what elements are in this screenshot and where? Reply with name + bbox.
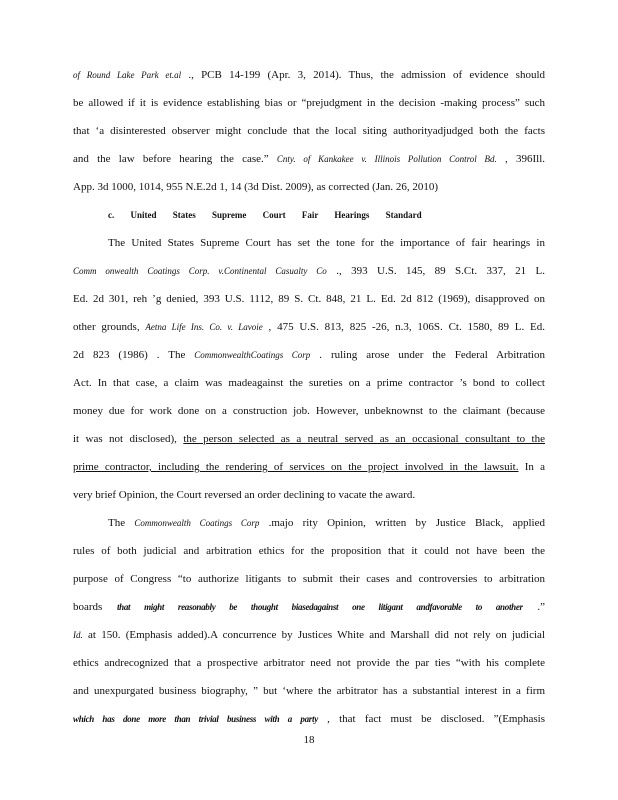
text-line: money due for work done on a construction job. However, unbeknownst to the claimant (because bbox=[73, 405, 545, 417]
case-citation: Commonwealth Coatings Corp bbox=[134, 518, 260, 528]
text-line: very brief Opinion, the Court reversed an order declining to vacate the award. bbox=[73, 489, 416, 501]
emphasized-text: which has done more than trivial business with a party bbox=[73, 714, 318, 724]
section-heading: c. United States Supreme Court Fair Hearings Standard bbox=[108, 210, 422, 220]
text-line: App. 3d 1000, 1014, 955 N.E.2d 1, 14 (3d Dist. 2009), as corrected (Jan. 26, 2010) bbox=[73, 181, 439, 193]
id-citation: Id. bbox=[73, 630, 83, 640]
emphasized-text: that might reasonably be thought biasedagainst one litigant andfavorable to another bbox=[116, 602, 523, 612]
text-line: that ‘a disinterested observer might conclude that the local siting authorityadjudged both the facts bbox=[73, 125, 545, 137]
text-line: and unexpurgated business biography, ” but ‘where the arbitrator has a substantial interest in a firm bbox=[73, 685, 545, 697]
text-line: Act. In that case, a claim was madeagainst the sureties on a prime contractor ’s bond to collect bbox=[73, 377, 545, 389]
case-citation: Cnty. of Kankakee v. Illinois Pollution Control Bd. bbox=[276, 154, 497, 164]
text-line: purpose of Congress “to authorize litigants to submit their cases and controversies to arbitration bbox=[73, 573, 545, 585]
text-line: it was not disclosed), the person selected as a neutral served as an occasional consultant to the bbox=[73, 433, 545, 445]
text-line: and the law before hearing the case.” Cnty. of Kankakee v. Illinois Pollution Control Bd. , 396Ill. bbox=[73, 153, 546, 165]
text-line: The United States Supreme Court has set the tone for the importance of fair hearings in bbox=[108, 237, 545, 249]
case-citation: Aetna Life Ins. Co. v. Lavoie bbox=[145, 322, 263, 332]
underlined-text: the person selected as a neutral served as an occasional consultant to the bbox=[183, 433, 545, 445]
text-line: boards that might reasonably be thought biasedagainst one litigant andfavorable to another .” bbox=[73, 601, 545, 613]
text-line: of Round Lake Park et.al ., PCB 14-199 (Apr. 3, 2014). Thus, the admission of evidence should bbox=[73, 69, 546, 81]
text-line: 2d 823 (1986) . The CommonwealthCoatings Corp . ruling arose under the Federal Arbitration bbox=[73, 349, 545, 361]
page-number: 18 bbox=[303, 734, 315, 746]
text-line: ethics andrecognized that a prospective arbitrator need not provide the par ties “with his complete bbox=[73, 657, 545, 669]
text-line: be allowed if it is evidence establishing bias or “prejudgment in the decision -making process” such bbox=[73, 97, 545, 109]
text-line: Id. at 150. (Emphasis added).A concurrence by Justices White and Marshall did not rely on judicial bbox=[73, 629, 545, 641]
text-line: Comm onwealth Coatings Corp. v.Continental Casualty Co ., 393 U.S. 145, 89 S.Ct. 337, 21 L. bbox=[73, 265, 546, 277]
text-line: The Commonwealth Coatings Corp .majo rity Opinion, written by Justice Black, applied bbox=[108, 517, 545, 529]
text-line: which has done more than trivial business with a party , that fact must be disclosed. ”(Emphasis bbox=[73, 713, 545, 725]
text-line: other grounds, Aetna Life Ins. Co. v. Lavoie , 475 U.S. 813, 825 -26, n.3, 106S. Ct. 1580, 89 L. Ed. bbox=[73, 321, 545, 333]
underlined-text: prime contractor, including the rendering of services on the project involved in the lawsuit. bbox=[73, 461, 519, 473]
text-line: Ed. 2d 301, reh ’g denied, 393 U.S. 1112, 89 S. Ct. 848, 21 L. Ed. 2d 812 (1969), disapproved on bbox=[73, 293, 545, 305]
case-citation: CommonwealthCoatings Corp bbox=[194, 350, 311, 360]
case-citation: Comm onwealth Coatings Corp. v.Continental Casualty Co bbox=[73, 266, 327, 276]
case-citation: of Round Lake Park et.al bbox=[73, 70, 182, 80]
text-line: rules of both judicial and arbitration ethics for the proposition that it could not have been the bbox=[73, 545, 545, 557]
text-line: prime contractor, including the rendering of services on the project involved in the lawsuit. In a bbox=[73, 461, 546, 473]
